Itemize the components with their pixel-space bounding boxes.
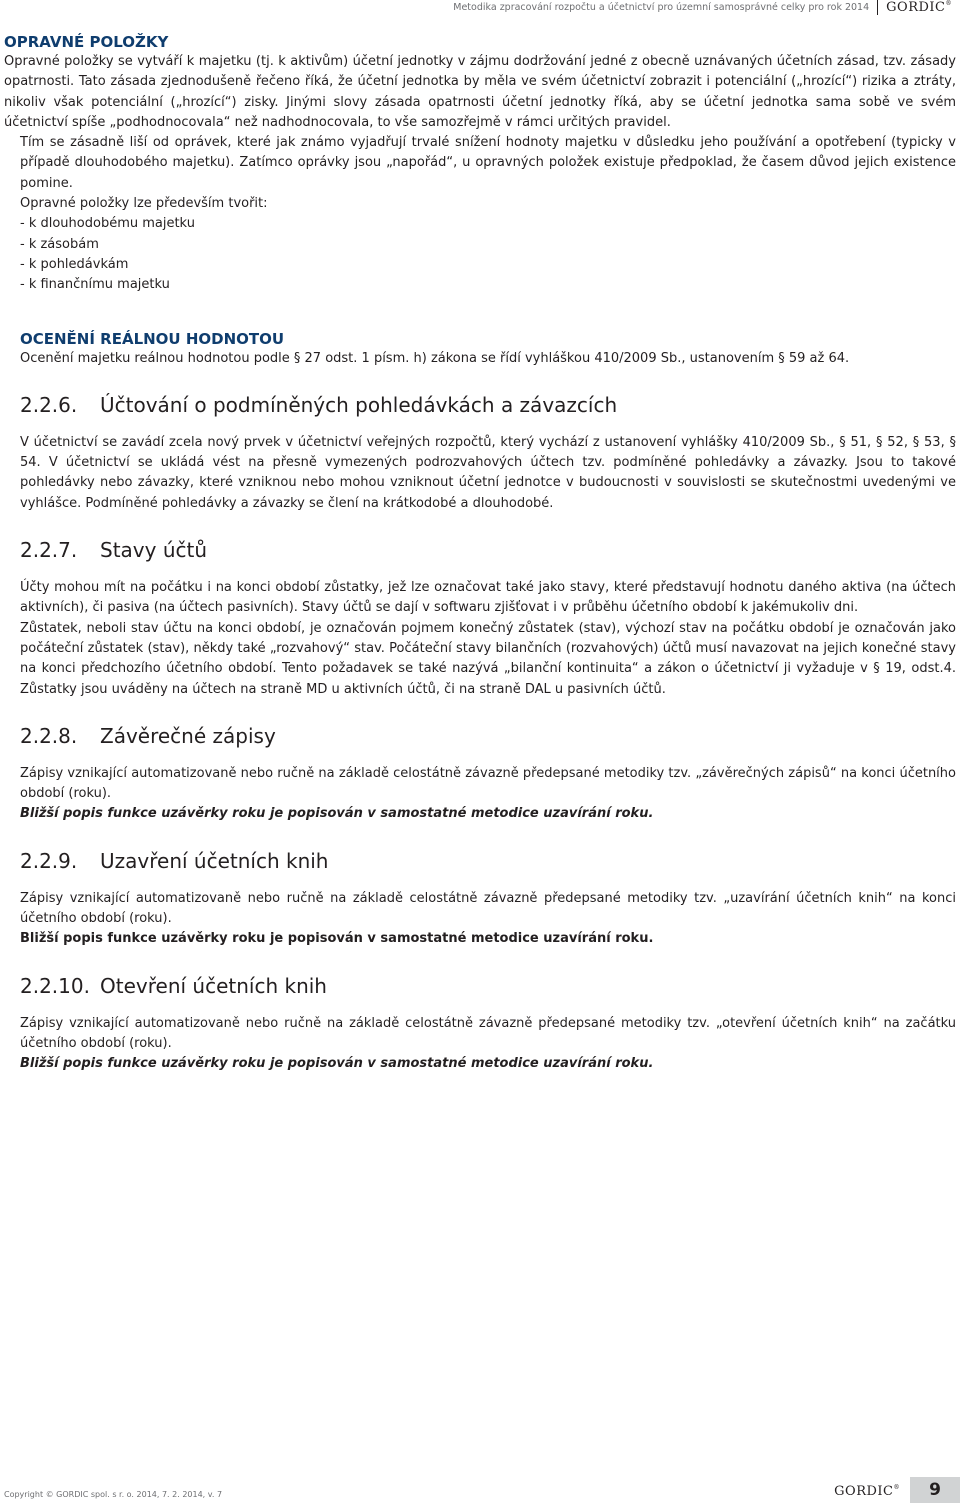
oceneni-heading: OCENĚNÍ REÁLNOU HODNOTOU bbox=[20, 329, 285, 348]
section-paragraph: Zápisy vznikající automatizovaně nebo ručně na základě celostátně závazně předepsané metodiky tzv. „uzavírání účetních knih“ na konci účetního období (roku). bbox=[20, 890, 956, 927]
header-title: Metodika zpracování rozpočtu a účetnictví pro územní samosprávné celky pro rok 2014 bbox=[453, 1, 870, 13]
list-item: - k dlouhodobému majetku bbox=[20, 216, 195, 232]
section-paragraph: Zůstatek, neboli stav účtu na konci období, je označován pojmem konečný zůstatek (stav), výchozí stav na počátku období je označován jako počáteční zůstatek (stav), někdy také „rozvahový“ stav. Počáteční stavy bilančních (rozvahových) účtů musí navazovat na jejich konečné stavy na konci předchozího účetního období. Tento požadavek se také nazývá „bilanční kontinuita“ a zákon o účetnictví ji vyžaduje v § 19, odst.4. Zůstatky jsou uváděny na účtech na straně MD u aktivních účtů, či na straně DAL u pasivních účtů. bbox=[20, 620, 956, 697]
page-number: 9 bbox=[910, 1477, 960, 1503]
section-note: Bližší popis funkce uzávěrky roku je popisován v samostatné metodice uzavírání roku. bbox=[20, 1056, 654, 1072]
gordic-logo bbox=[834, 1484, 900, 1503]
section-number: 2.2.9. bbox=[20, 848, 78, 873]
page-footer bbox=[0, 1475, 960, 1503]
list-item: - k pohledávkám bbox=[20, 256, 129, 272]
oceneni-paragraph: Ocenění majetku reálnou hodnotou podle § 27 odst. 1 písm. h) zákona se řídí vyhláškou 410/2009 Sb., ustanovením § 59 až 64. bbox=[20, 350, 850, 366]
section-2-2-9 bbox=[4, 847, 956, 950]
spacer bbox=[4, 296, 956, 329]
section-note: Bližší popis funkce uzávěrky roku je popisován v samostatné metodice uzavírání roku. bbox=[20, 931, 654, 947]
header-divider bbox=[877, 0, 878, 15]
logo-text: GORDIC bbox=[886, 0, 946, 15]
logo-text: GORDIC bbox=[834, 1484, 894, 1499]
document-body bbox=[4, 32, 956, 1075]
section-heading bbox=[20, 972, 956, 1000]
section-title: Otevření účetních knih bbox=[100, 973, 327, 998]
section-heading bbox=[20, 536, 956, 564]
section-heading bbox=[20, 722, 956, 750]
copyright: Copyright © GORDIC spol. s r. o. 2014, 7. 2. 2014, v. 7 bbox=[4, 1490, 223, 1499]
oceneni-section bbox=[4, 329, 956, 369]
section-title: Stavy účtů bbox=[100, 538, 208, 563]
opravne-paragraph-1: Opravné položky se vytváří k majetku (tj. k aktivům) účetní jednotky v zájmu dodržování jedné z obecně uznávaných účetních zásad, tzv. zásady opatrnosti. Tato zásada zjednodušeně řečeno říká, že účetní jednotka by měla ve svém účetnictví zobrazit i potenciální („hrozící“) rizika a ztráty, nikoliv však potenciální („hrozící“) zisky. Jinými slovy zásada opatrnosti účetní jednotky říká, aby se účetní jednotka sama sobě ve svém účetnictví spíše „podhodnocovala“ než nadhodnocovala, to vše samozřejmě v rámci určitých pravidel. bbox=[4, 54, 956, 130]
opravne-paragraph-2: Tím se zásadně liší od oprávek, které jak známo vyjadřují trvalé snížení hodnoty majetku v důsledku jeho používání a opotřebení (typicky v případě dlouhodobého majetku). Zatímco oprávky jsou „napořád“, u opravných položek existuje předpoklad, že časem důvod jejich existence pomine. bbox=[20, 135, 956, 191]
section-number: 2.2.8. bbox=[20, 723, 78, 748]
section-number: 2.2.6. bbox=[20, 392, 78, 417]
section-paragraph: Zápisy vznikající automatizovaně nebo ručně na základě celostátně závazně předepsané metodiky tzv. „otevření účetních knih“ na začátku účetního období (roku). bbox=[20, 1015, 956, 1051]
section-heading bbox=[20, 391, 956, 419]
section-2-2-6 bbox=[4, 391, 956, 514]
section-2-2-8 bbox=[4, 722, 956, 825]
section-2-2-10 bbox=[4, 972, 956, 1075]
section-number: 2.2.10. bbox=[20, 973, 90, 998]
section-title: Uzavření účetních knih bbox=[100, 848, 329, 873]
section-title: Závěrečné zápisy bbox=[100, 723, 276, 748]
section-paragraph: Zápisy vznikající automatizovaně nebo ručně na základě celostátně závazně předepsané metodiky tzv. „závěrečných zápisů“ na konci účetního období (roku). bbox=[20, 765, 956, 802]
section-2-2-7 bbox=[4, 536, 956, 700]
gordic-logo bbox=[886, 0, 952, 15]
opravne-list-intro: Opravné položky lze především tvořit: bbox=[20, 196, 268, 212]
footer-right bbox=[834, 1477, 960, 1503]
opravne-polozky-heading: OPRAVNÉ POLOŽKY bbox=[4, 33, 169, 51]
opravne-list bbox=[4, 194, 956, 295]
list-item: - k zásobám bbox=[20, 236, 99, 252]
section-paragraph: Účty mohou mít na počátku i na konci období zůstatky, jež lze označovat také jako stavy, které představují hodnotu daného aktiva (na účtech aktivních), či pasiva (na účtech pasivních). Stavy účtů se dají v softwaru zjišťovat i v průběhu účetního období k jakémukoliv dni. bbox=[20, 580, 956, 616]
section-paragraph: V účetnictví se zavádí zcela nový prvek v účetnictví veřejných rozpočtů, který vychází z ustanovení vyhlášky 410/2009 Sb., § 51, § 52, § 53, § 54. V účetnictví se ukládá vést na přesně vymezených podrozvahových účtech tzv. podmíněné pohledávky a závazky. Jsou to takové pohledávky nebo závazky, které vzniknou nebo mohou vzniknout účetní jednotce v budoucnosti v souvislosti se skutečnostmi uvedenými ve vyhlášce. Podmíněné pohledávky a závazky se člení na krátkodobé a dlouhodobé. bbox=[20, 434, 956, 511]
section-number: 2.2.7. bbox=[20, 538, 78, 563]
section-heading bbox=[20, 847, 956, 875]
logo-registered-mark: ® bbox=[945, 0, 952, 7]
logo-registered-mark: ® bbox=[893, 1484, 900, 1491]
section-title: Účtování o podmíněných pohledávkách a závazcích bbox=[100, 392, 618, 417]
list-item: - k finančnímu majetku bbox=[20, 277, 170, 293]
section-note: Bližší popis funkce uzávěrky roku je popisován v samostatné metodice uzavírání roku. bbox=[20, 806, 654, 822]
page-header bbox=[453, 0, 960, 14]
